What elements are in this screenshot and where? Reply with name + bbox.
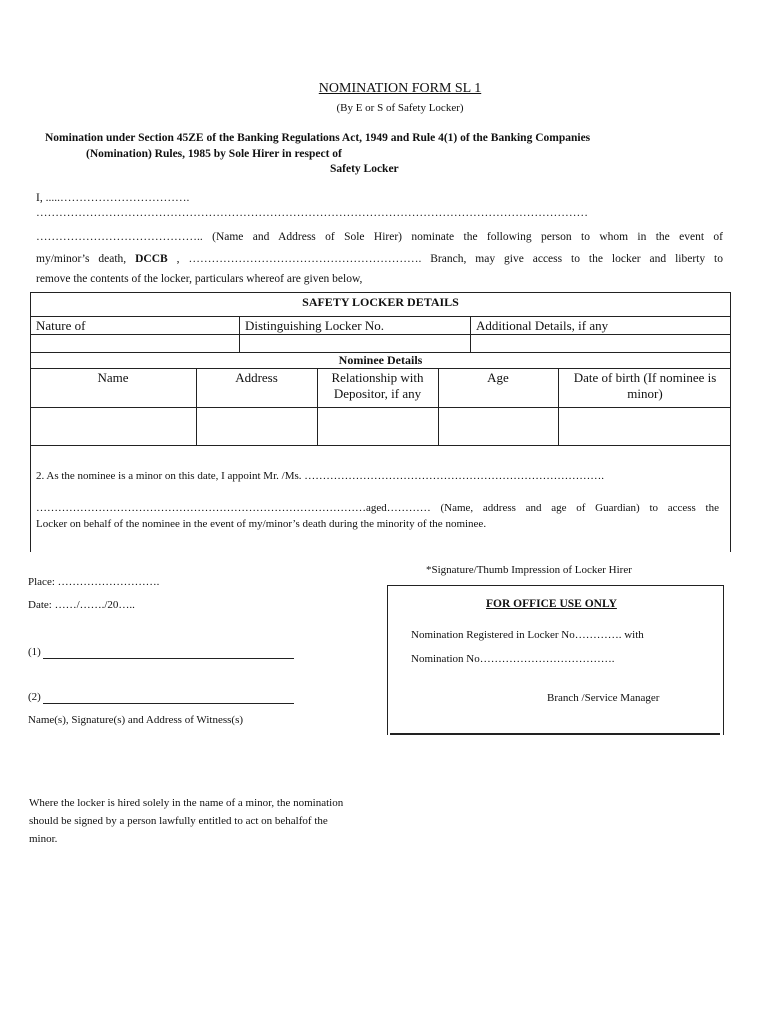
nominee-col-dob: Date of birth (If nominee is minor) — [573, 370, 717, 401]
nominee-col-name: Name — [97, 370, 129, 385]
intro-line-3: …………………………………….. (Name and Address of Sole Hirer) nominate the following person to whom in the event of — [36, 231, 723, 243]
hirer-address-line[interactable]: ……………………………………………………………………………………………………………………………… — [36, 207, 588, 219]
footnote-line-1: Where the locker is hired solely in the name of a minor, the nomination — [29, 797, 344, 809]
intro-line-4 — [36, 248, 723, 270]
office-locker-registration[interactable]: Nomination Registered in Locker No…………. with — [411, 629, 644, 641]
witness-1-line[interactable] — [43, 658, 294, 659]
witness-caption: Name(s), Signature(s) and Address of Witness(s) — [28, 714, 244, 726]
guardian-line-1[interactable]: 2. As the nominee is a minor on this date, I appoint Mr. /Ms. ………………………………………………………………………. — [36, 470, 605, 482]
intro-line-5: remove the contents of the locker, particulars whereof are given below, — [36, 273, 363, 285]
place-field[interactable]: Place: ………………………. — [28, 576, 160, 588]
nominee-dob-field[interactable] — [559, 408, 729, 444]
nominee-col-age: Age — [487, 370, 509, 385]
form-title: NOMINATION FORM SL 1 — [318, 81, 482, 96]
nominee-col-relationship: Relationship with Depositor, if any — [331, 370, 424, 401]
form-subtitle: (By E or S of Safety Locker) — [336, 102, 464, 114]
section-line-2: (Nomination) Rules, 1985 by Sole Hirer in respect of — [86, 148, 342, 160]
office-use-heading: FOR OFFICE USE ONLY — [486, 598, 617, 610]
date-field[interactable]: Date: ……/……./20….. — [28, 599, 135, 611]
locker-number-field[interactable] — [240, 335, 469, 351]
nominee-relationship-field[interactable] — [318, 408, 437, 444]
locker-col-additional: Additional Details, if any — [476, 318, 609, 333]
nominee-name-field[interactable] — [31, 408, 195, 444]
locker-nature-field[interactable] — [31, 335, 238, 351]
hirer-name-line[interactable]: I, .....……………………………. — [36, 192, 190, 204]
guardian-line-2[interactable]: ………………………………………………………………………………aged………… (Name, address and age of Guardian) to access the — [36, 502, 719, 514]
locker-details-heading: SAFETY LOCKER DETAILS — [302, 295, 459, 309]
locker-col-nature: Nature of — [36, 318, 86, 333]
nominee-col-address: Address — [235, 370, 278, 385]
guardian-line-3: Locker on behalf of the nominee in the event of my/minor’s death during the minority of the nominee. — [36, 518, 487, 530]
locker-additional-field[interactable] — [471, 335, 730, 351]
witness-2-label: (2) — [28, 691, 41, 703]
footnote-line-3: minor. — [29, 833, 58, 845]
nominee-age-field[interactable] — [439, 408, 557, 444]
section-line-1: Nomination under Section 45ZE of the Banking Regulations Act, 1949 and Rule 4(1) of the Banking Companies — [45, 132, 591, 144]
office-signatory: Branch /Service Manager — [547, 692, 660, 704]
section-line-3: Safety Locker — [330, 163, 399, 175]
witness-1-label: (1) — [28, 646, 41, 658]
bank-name: DCCB — [135, 253, 168, 265]
intro-line-4-pre: my/minor’s death, — [36, 253, 127, 265]
footnote-line-2: should be signed by a person lawfully entitled to act on behalfof the — [29, 815, 328, 827]
locker-col-number: Distinguishing Locker No. — [245, 318, 385, 333]
office-nomination-number[interactable]: Nomination No………………………………. — [411, 653, 615, 665]
hirer-signature-label: *Signature/Thumb Impression of Locker Hirer — [426, 564, 632, 576]
branch-name-line[interactable]: , ……………………………………………………. Branch, may give access to the locker and liberty to — [176, 253, 723, 265]
nominee-details-heading: Nominee Details — [338, 353, 423, 367]
nominee-address-field[interactable] — [197, 408, 316, 444]
witness-2-line[interactable] — [43, 703, 294, 704]
